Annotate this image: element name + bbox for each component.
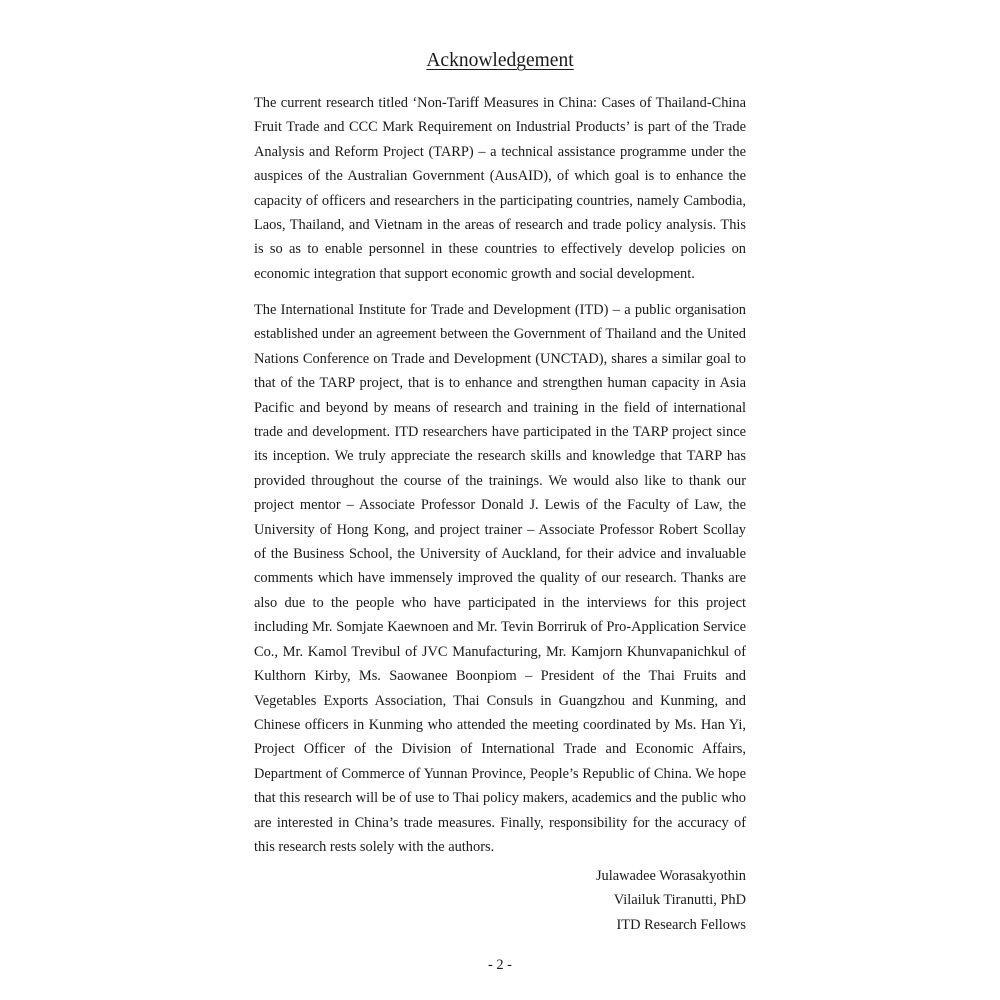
- paragraph-1: The current research titled ‘Non-Tariff Measures in China: Cases of Thailand-China Fruit Trade and CCC Mark Requirement on Industrial Products’ is part of the Trade Analysis and Reform Project (TARP) – a technical assistance programme under the auspices of the Australian Government (AusAID), of which goal is to enhance the capacity of officers and researchers in the participating countries, namely Cambodia, Laos, Thailand, and Vietnam in the areas of research and trade policy analysis. This is so as to enable personnel in these countries to effectively develop policies on economic integration that support economic growth and social development.: [254, 95, 746, 282]
- signature-block: [596, 864, 746, 937]
- signature-affiliation: ITD Research Fellows: [616, 916, 746, 933]
- page-number: - 2 -: [488, 957, 512, 973]
- paragraph-2: The International Institute for Trade and Development (ITD) – a public organisation established under an agreement between the Government of Thailand and the United Nations Conference on Trade and Development (UNCTAD), shares a similar goal to that of the TARP project, that is to enhance and strengthen human capacity in Asia Pacific and beyond by means of research and training in the field of international trade and development. ITD researchers have participated in the TARP project since its inception. We truly appreciate the research skills and knowledge that TARP has provided throughout the course of the trainings. We would also like to thank our project mentor – Associate Professor Donald J. Lewis of the Faculty of Law, the University of Hong Kong, and project trainer – Associate Professor Robert Scollay of the Business School, the University of Auckland, for their advice and invaluable comments which have immensely improved the quality of our research. Thanks are also due to the people who have participated in the interviews for this project including Mr. Somjate Kaewnoen and Mr. Tevin Borriruk of Pro-Application Service Co., Mr. Kamol Trevibul of JVC Manufacturing, Mr. Kamjorn Khunvapanichkul of Kulthorn Kirby, Ms. Saowanee Boonpiom – President of the Thai Fruits and Vegetables Exports Association, Thai Consuls in Guangzhou and Kunming, and Chinese officers in Kunming who attended the meeting coordinated by Ms. Han Yi, Project Officer of the Division of International Trade and Economic Affairs, Department of Commerce of Yunnan Province, People’s Republic of China. We hope that this research will be of use to Thai policy makers, academics and the public who are interested in China’s trade measures. Finally, responsibility for the accuracy of this research rests solely with the authors.: [254, 302, 746, 855]
- page-title: Acknowledgement: [426, 50, 574, 71]
- signature-author-2: Vilailuk Tiranutti, PhD: [613, 892, 746, 909]
- signature-author-1: Julawadee Worasakyothin: [595, 868, 746, 884]
